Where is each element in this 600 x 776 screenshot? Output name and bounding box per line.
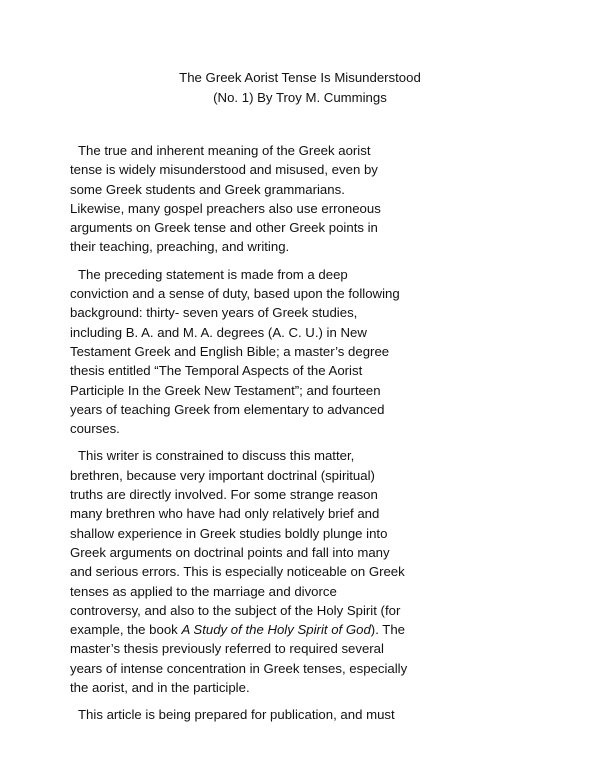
paragraph-2 (70, 265, 440, 439)
text-line: their teaching, preaching, and writing. (70, 239, 290, 255)
text-line: Testament Greek and English Bible; a master’s degree (70, 343, 390, 359)
text-line: arguments on Greek tense and other Greek points in (70, 220, 378, 236)
text-run: example, the book (70, 622, 182, 638)
text-line: courses. (70, 421, 120, 437)
text-line: shallow experience in Greek studies boldly plunge into (70, 525, 388, 541)
paragraph-3 (70, 446, 440, 697)
text-line: years of teaching Greek from elementary to advanced (70, 401, 385, 417)
text-line: some Greek students and Greek grammarians. (70, 181, 345, 197)
text-line: This article is being prepared for publication, and must (78, 707, 395, 723)
text-line: many brethren who have had only relatively brief and (70, 506, 380, 522)
text-line: including B. A. and M. A. degrees (A. C. U.) in New (70, 324, 367, 340)
text-line: conviction and a sense of duty, based upon the following (70, 286, 400, 302)
text-line: the aorist, and in the participle. (70, 680, 250, 696)
text-line: The preceding statement is made from a deep (78, 266, 348, 282)
text-line: Likewise, many gospel preachers also use erroneous (70, 200, 381, 216)
text-line: thesis entitled “The Temporal Aspects of the Aorist (70, 363, 363, 379)
text-line: Participle In the Greek New Testament”; and fourteen (70, 382, 381, 398)
text-line: background: thirty- seven years of Greek studies, (70, 305, 358, 321)
paragraph-4 (70, 705, 440, 724)
text-line: This writer is constrained to discuss this matter, (78, 448, 355, 464)
text-line: and serious errors. This is especially noticeable on Greek (70, 564, 405, 580)
document-body (70, 141, 440, 733)
text-line-with-book-title (70, 620, 440, 639)
text-line: truths are directly involved. For some strange reason (70, 487, 378, 503)
document-title: The Greek Aorist Tense Is Misunderstood (179, 70, 421, 85)
text-line: The true and inherent meaning of the Greek aorist (78, 143, 371, 158)
text-line: brethren, because very important doctrinal (spiritual) (70, 467, 375, 483)
text-line: controversy, and also to the subject of the Holy Spirit (for (70, 602, 401, 618)
text-line: tenses as applied to the marriage and divorce (70, 583, 337, 599)
paragraph-1 (70, 141, 440, 257)
text-line: years of intense concentration in Greek tenses, especially (70, 660, 408, 676)
title-block (0, 68, 600, 107)
document-byline: (No. 1) By Troy M. Cummings (213, 89, 387, 105)
text-line: Greek arguments on doctrinal points and fall into many (70, 544, 390, 560)
text-run: ). The (370, 622, 406, 638)
book-title: A Study of the Holy Spirit of God (181, 622, 371, 638)
text-line: master’s thesis previously referred to required several (70, 641, 384, 657)
text-line: tense is widely misunderstood and misused, even by (70, 162, 378, 178)
